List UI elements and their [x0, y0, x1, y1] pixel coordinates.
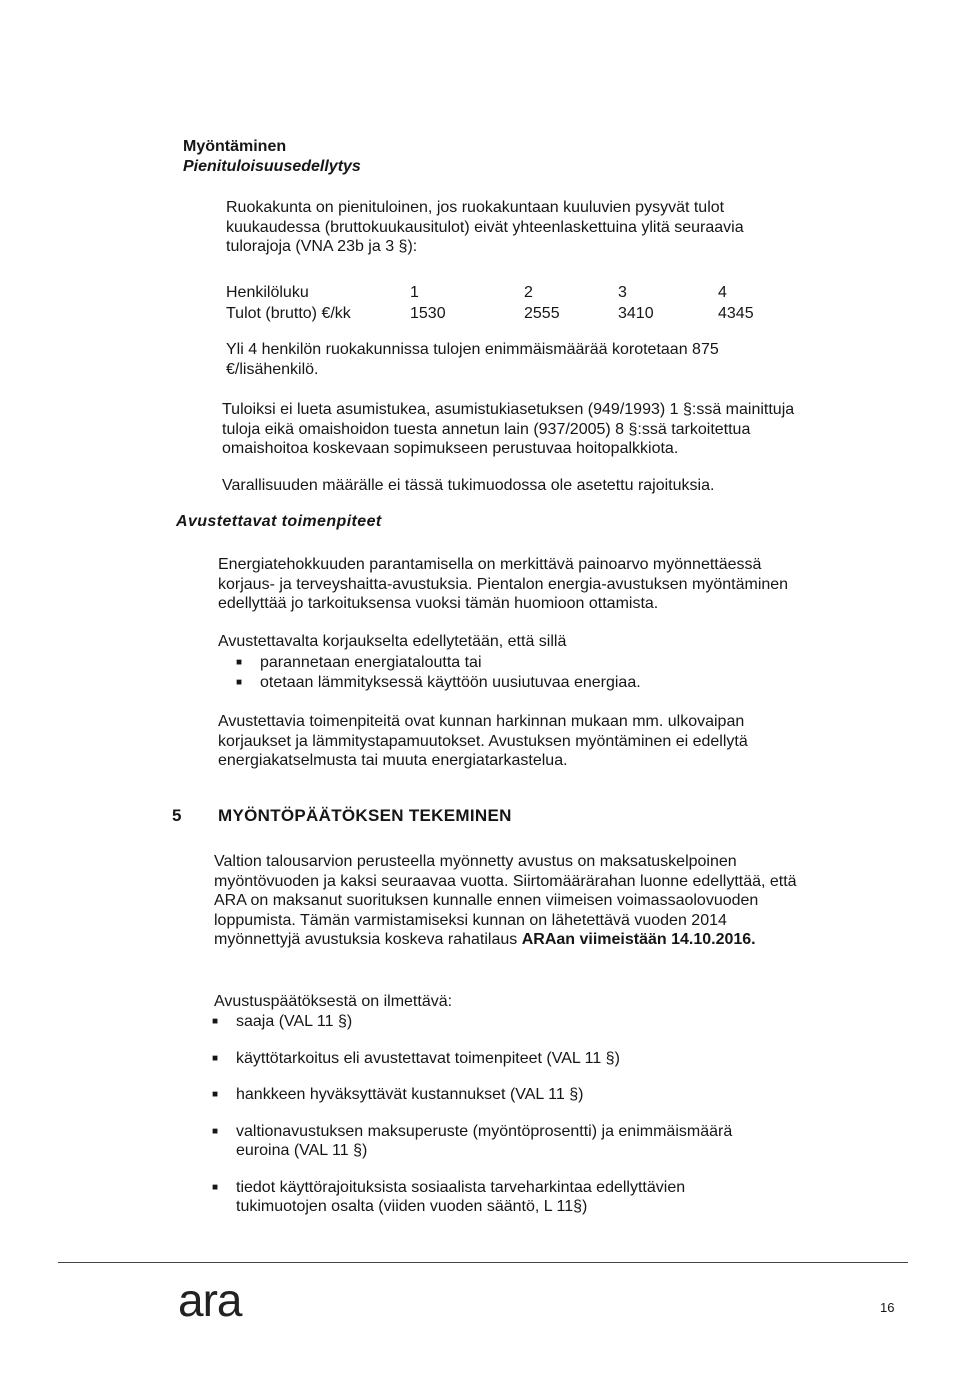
measures-paragraph-2-intro: Avustettavalta korjaukselta edellytetään, että sillä [218, 633, 567, 650]
over-four-persons-paragraph: Yli 4 henkilön ruokakunnissa tulojen enimmäismäärää korotetaan 875 €/lisähenkilö. [226, 341, 719, 378]
list-item: ■ saaja (VAL 11 §) [212, 1013, 353, 1030]
section-number: 5 [172, 806, 182, 825]
heading-sub: Pienituloisuusedellytys [183, 158, 361, 175]
table-cell: 4345 [718, 305, 754, 322]
list-item: ■ tiedot käyttörajoituksista sosiaalista tarveharkintaa edellyttävien tukimuotojen osalta (viiden vuoden sääntö, L 11§) [212, 1178, 686, 1215]
table-cell: 2 [524, 284, 533, 301]
table-cell: 3410 [618, 305, 654, 322]
bullet-icon: ■ [212, 1052, 219, 1064]
list-item: ■ hankkeen hyväksyttävät kustannukset (VAL 11 §) [212, 1086, 584, 1103]
table-row-label-persons: Henkilöluku [226, 284, 309, 301]
bullet-icon: ■ [212, 1181, 219, 1193]
wealth-paragraph: Varallisuuden määrälle ei tässä tukimuodossa ole asetettu rajoituksia. [222, 477, 715, 494]
heading-main: Myöntäminen [183, 138, 287, 155]
measures-paragraph-1: Energiatehokkuuden parantamisella on merkittävä painoarvo myönnettäessä korjaus- ja terveyshaitta-avustuksia. Pientalon energia-avustuksen myöntäminen edellyttää jo tarkoituksensa vuoksi tämän huomioon ottamista. [218, 556, 789, 612]
table-cell: 4 [718, 284, 727, 301]
list-item: ■ käyttötarkoitus eli avustettavat toimenpiteet (VAL 11 §) [212, 1049, 620, 1067]
footer-divider [58, 1262, 908, 1263]
intro-paragraph: Ruokakunta on pienituloinen, jos ruokakuntaan kuuluvien pysyvät tulot kuukaudessa (bruttokuukausitulot) eivät yhteenlaskettuina ylitä seuraavia tulorajoja (VNA 23b ja 3 §): [226, 199, 744, 255]
bullet-icon: ■ [236, 676, 243, 688]
list-item: ■ valtionavustuksen maksuperuste (myöntöprosentti) ja enimmäismäärä euroina (VAL 11 §) [212, 1122, 733, 1159]
section5-paragraph-1-deadline: ARAan viimeistään 14.10.2016. [521, 931, 756, 948]
section5-paragraph-1-text: Valtion talousarvion perusteella myönnetty avustus on maksatuskelpoinen myöntövuoden ja kaksi seuraavaa vuotta. Siirtomäärärahan luonne edellyttää, että ARA on maksanut suorituksen kunnalle ennen viimeisen voimassaolovuoden loppumista. Tämän varmistamiseksi kunnan on lähetettävä vuoden 2014 myönnettyjä avustuksia koskeva rahatilaus [214, 853, 797, 948]
bullet-icon: ■ [212, 1016, 219, 1027]
section-heading-measures: Avustettavat toimenpiteet [176, 513, 382, 530]
page-number: 16 [880, 1300, 895, 1315]
bullet-icon: ■ [212, 1125, 219, 1137]
decision-content-list [208, 1012, 768, 1234]
bullet-icon: ■ [212, 1089, 219, 1100]
list-item: ■ otetaan lämmityksessä käyttöön uusiutuvaa energiaa. [236, 673, 641, 691]
list-item: ■ parannetaan energiataloutta tai [236, 654, 482, 671]
exclusions-paragraph: Tuloiksi ei lueta asumistukea, asumistukiasetuksen (949/1993) 1 §:ssä mainittuja tuloja eikä omaishoidon tuesta annetun lain (937/2005) 8 §:ssä tarkoitettua omaishoitoa koskevaan sopimukseen perustuvaa hoitopalkkiota. [222, 401, 795, 457]
section5-paragraph-2-intro: Avustuspäätöksestä on ilmettävä: [214, 993, 453, 1010]
section5-paragraph-1 [214, 852, 814, 950]
table-row-label-income: Tulot (brutto) €/kk [226, 305, 351, 322]
section-title: MYÖNTÖPÄÄTÖKSEN TEKEMINEN [218, 806, 512, 825]
ara-logo: ara [178, 1274, 242, 1326]
bullet-icon: ■ [236, 657, 243, 668]
table-cell: 1 [410, 284, 419, 301]
table-cell: 1530 [410, 305, 446, 322]
measures-paragraph-3: Avustettavia toimenpiteitä ovat kunnan harkinnan mukaan mm. ulkovaipan korjaukset ja lämmitystapamuutokset. Avustuksen myöntäminen ei edellytä energiakatselmusta tai muuta energiatarkastelua. [218, 713, 748, 769]
measures-bullet-list [232, 653, 792, 692]
income-limit-table [226, 284, 786, 328]
table-cell: 2555 [524, 305, 560, 322]
table-cell: 3 [618, 284, 627, 301]
